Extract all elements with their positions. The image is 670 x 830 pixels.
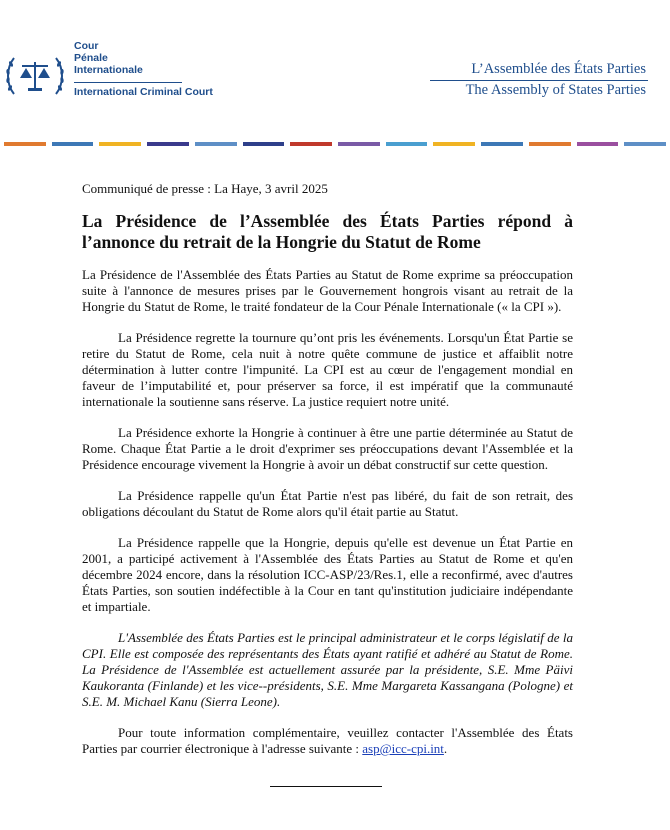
press-release-title: La Présidence de l’Assemblée des États Parties répond à l’annonce du retrait de la Hongrie du Statut de Rome <box>82 211 573 252</box>
color-bar-segment <box>147 142 189 146</box>
color-bar-segment <box>99 142 141 146</box>
press-release-body <box>82 181 573 772</box>
logo-name-fr: Cour Pénale Internationale <box>74 40 143 76</box>
logo-divider <box>74 82 182 83</box>
color-bar-segment <box>529 142 571 146</box>
logo-name-en: International Criminal Court <box>74 86 213 98</box>
color-bar-segment <box>243 142 285 146</box>
paragraph-about-asp: L'Assemblée des États Parties est le principal administrateur et le corps législatif de la CPI. Elle est composée des représentants des États ayant ratifié et adhéré au Statut de Rome. La Présidence de l'Assemblée est actuellement assurée par la présidente, S.E. Mme Päivi Kaukoranta (Finlande) et les vice--présidents, S.E. Mme Margareta Kassangana (Pologne) et S.E. M. Michael Kanu (Sierra Leone). <box>82 630 573 709</box>
paragraph-intro: La Présidence de l'Assemblée des États Parties au Statut de Rome exprime sa préoccupation suite à l'annonce de mesures prises par le Gouvernement hongrois visant au retrait de la Hongrie du Statut de Rome, le traité fondateur de la Cour Pénale Internationale (« la CPI »). <box>82 267 573 314</box>
end-rule <box>270 786 382 787</box>
dateline: Communiqué de presse : La Haye, 3 avril 2025 <box>82 181 328 196</box>
color-bar-segment <box>433 142 475 146</box>
paragraph-obligations: La Présidence rappelle qu'un État Partie n'est pas libéré, du fait de son retrait, des obligations découlant du Statut de Rome alors qu'il était partie au Statut. <box>82 488 573 519</box>
header-color-bar <box>4 142 666 146</box>
color-bar-segment <box>195 142 237 146</box>
color-bar-segment <box>481 142 523 146</box>
color-bar-segment <box>386 142 428 146</box>
paragraph-contact: Pour toute information complémentaire, veuillez contacter l'Assemblée des États Parties par courrier électronique à l'adresse suivante : asp@icc-cpi.int. <box>82 725 573 756</box>
icc-emblem-icon <box>4 50 66 100</box>
paragraph-history: La Présidence rappelle que la Hongrie, depuis qu'elle est devenue un État Partie en 2001, a participé activement à l'Assemblée des États Parties au Statut de Rome et qu'en décembre 2024 encore, dans la résolution ICC-ASP/23/Res.1, elle a reconfirmé, avec d'autres États Parties, son soutien indéfectible à la Cour en tant qu'institution judiciaire indépendante et impartiale. <box>82 535 573 614</box>
color-bar-segment <box>52 142 94 146</box>
color-bar-segment <box>624 142 666 146</box>
color-bar-segment <box>290 142 332 146</box>
color-bar-segment <box>338 142 380 146</box>
asp-title-divider <box>430 80 648 81</box>
asp-title-fr: L’Assemblée des États Parties <box>471 61 646 77</box>
paragraph-regret: La Présidence regrette la tournure qu’ont pris les événements. Lorsqu'un État Partie se retire du Statut de Rome, cela nuit à notre quête commune de justice et affaiblit notre détermination à lutter contre l'impunité. La CPI est au cœur de l'engagement mondial en faveur de l’imputabilité et, pour préserver sa force, il est impératif que la communauté internationale la soutienne sans réserve. La justice requiert notre unité. <box>82 330 573 409</box>
asp-title-en: The Assembly of States Parties <box>465 82 646 98</box>
color-bar-segment <box>577 142 619 146</box>
paragraph-exhort: La Présidence exhorte la Hongrie à continuer à être une partie déterminée au Statut de Rome. Chaque État Partie a le droit d'exprimer ses préoccupations devant l'Assemblée et la Présidence encourage vivement la Hongrie à avoir un débat constructif sur cette question. <box>82 425 573 472</box>
contact-email-link[interactable]: asp@icc-cpi.int <box>362 741 444 756</box>
color-bar-segment <box>4 142 46 146</box>
